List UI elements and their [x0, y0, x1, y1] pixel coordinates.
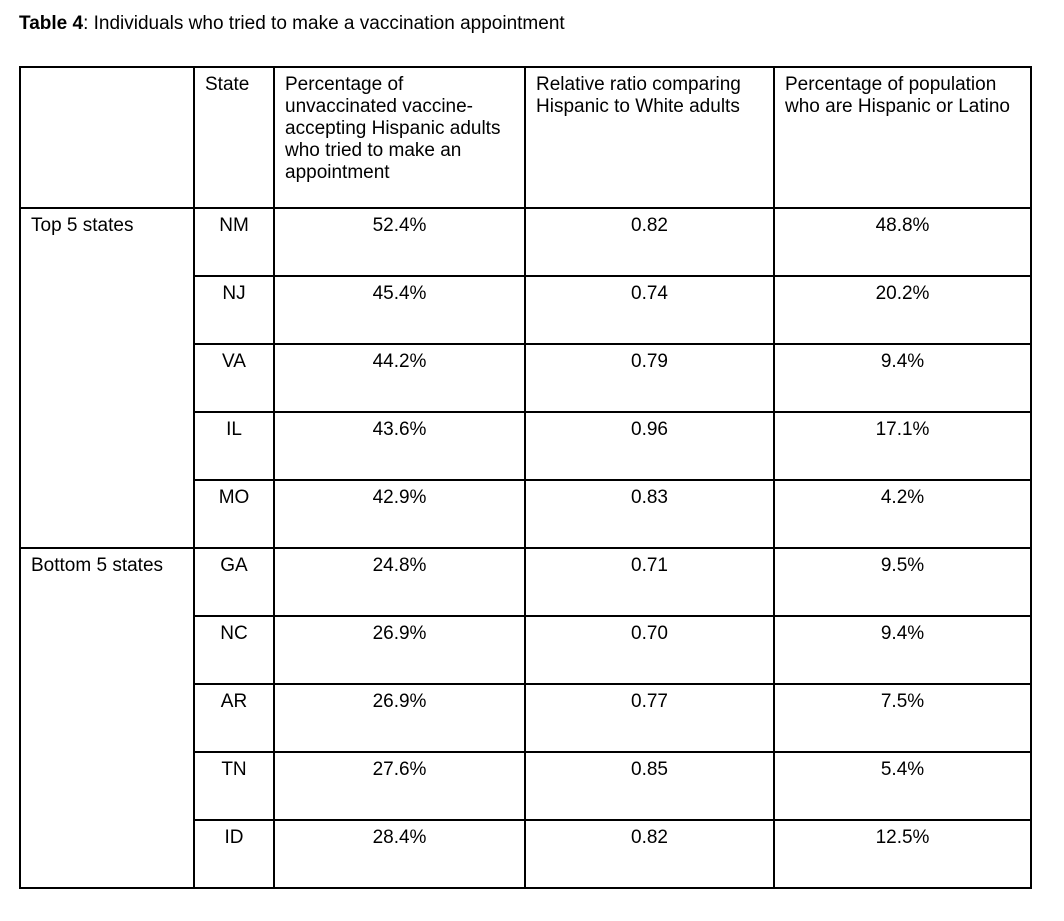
table-row [20, 548, 1031, 616]
cell-state: GA [194, 548, 274, 616]
cell-pct-tried: 45.4% [274, 276, 525, 344]
cell-pct-tried: 52.4% [274, 208, 525, 276]
table-caption [19, 12, 1064, 35]
table-header-row [20, 67, 1031, 208]
cell-state: NC [194, 616, 274, 684]
cell-state: TN [194, 752, 274, 820]
cell-pct-pop: 9.4% [774, 344, 1031, 412]
cell-ratio: 0.70 [525, 616, 774, 684]
header-cell-pct-pop: Percentage of population who are Hispanic or Latino [774, 67, 1031, 208]
cell-ratio: 0.96 [525, 412, 774, 480]
cell-state: AR [194, 684, 274, 752]
cell-pct-tried: 44.2% [274, 344, 525, 412]
cell-state: VA [194, 344, 274, 412]
cell-pct-pop: 17.1% [774, 412, 1031, 480]
cell-pct-pop: 20.2% [774, 276, 1031, 344]
cell-state: IL [194, 412, 274, 480]
cell-ratio: 0.82 [525, 208, 774, 276]
cell-ratio: 0.74 [525, 276, 774, 344]
table-caption-text: : Individuals who tried to make a vaccination appointment [83, 13, 565, 34]
cell-pct-pop: 9.5% [774, 548, 1031, 616]
table-caption-label: Table 4 [19, 13, 84, 34]
cell-state: NM [194, 208, 274, 276]
cell-pct-tried: 26.9% [274, 684, 525, 752]
cell-pct-tried: 26.9% [274, 616, 525, 684]
header-cell-state: State [194, 67, 274, 208]
cell-pct-pop: 12.5% [774, 820, 1031, 888]
cell-state: MO [194, 480, 274, 548]
cell-pct-tried: 28.4% [274, 820, 525, 888]
cell-state: ID [194, 820, 274, 888]
group-cell-bottom5: Bottom 5 states [20, 548, 194, 888]
cell-ratio: 0.85 [525, 752, 774, 820]
cell-ratio: 0.79 [525, 344, 774, 412]
cell-pct-pop: 48.8% [774, 208, 1031, 276]
cell-pct-pop: 5.4% [774, 752, 1031, 820]
cell-ratio: 0.82 [525, 820, 774, 888]
header-cell-ratio: Relative ratio comparing Hispanic to White adults [525, 67, 774, 208]
cell-pct-tried: 43.6% [274, 412, 525, 480]
cell-pct-tried: 42.9% [274, 480, 525, 548]
cell-pct-tried: 27.6% [274, 752, 525, 820]
cell-ratio: 0.71 [525, 548, 774, 616]
header-cell-pct-tried: Percentage of unvaccinated vaccine-accepting Hispanic adults who tried to make an appointment [274, 67, 525, 208]
group-cell-top5: Top 5 states [20, 208, 194, 548]
table-row [20, 208, 1031, 276]
vaccination-appointment-table [19, 66, 1032, 889]
cell-state: NJ [194, 276, 274, 344]
cell-ratio: 0.83 [525, 480, 774, 548]
header-cell-empty [20, 67, 194, 208]
cell-pct-pop: 7.5% [774, 684, 1031, 752]
cell-pct-pop: 9.4% [774, 616, 1031, 684]
cell-pct-pop: 4.2% [774, 480, 1031, 548]
cell-pct-tried: 24.8% [274, 548, 525, 616]
cell-ratio: 0.77 [525, 684, 774, 752]
